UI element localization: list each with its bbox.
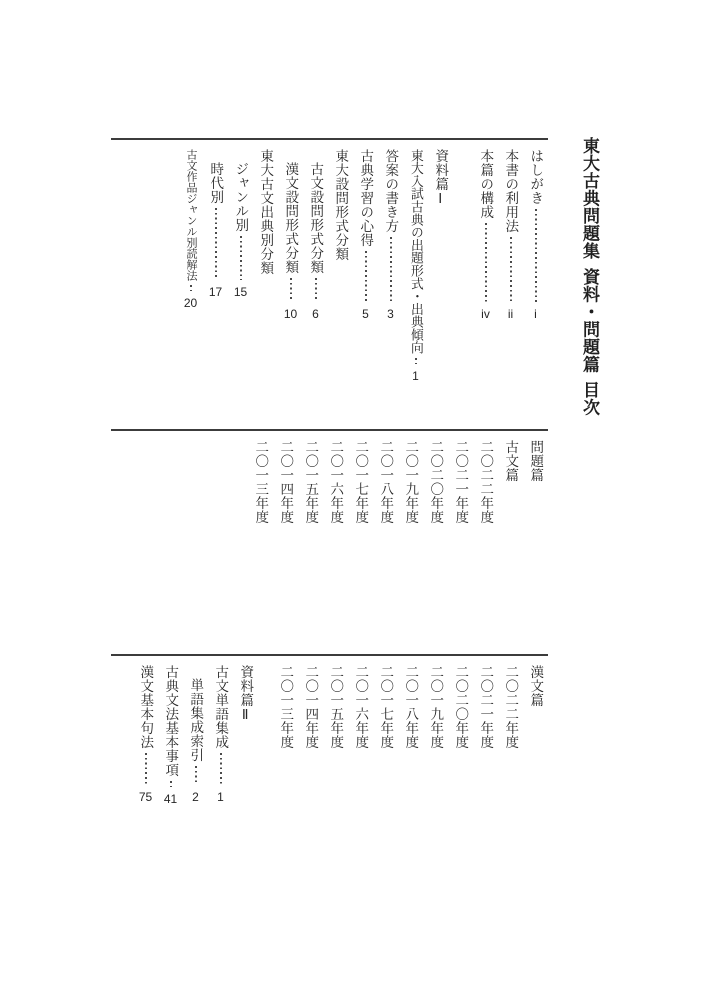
toc-year-label: 二〇二二年度 xyxy=(478,440,494,524)
toc-heading-label: 東大古文出典別分類 xyxy=(258,149,274,275)
page-number: 20 xyxy=(183,296,198,310)
page-number: i xyxy=(534,307,537,321)
page-number: 2 xyxy=(192,790,199,804)
toc-entry-kanbun-year-2020 xyxy=(448,665,473,803)
toc-entry-label: 本書の利用法 xyxy=(503,149,519,233)
toc-year-label: 二〇一八年度 xyxy=(403,665,419,749)
dotted-leader xyxy=(390,237,392,302)
toc-heading-kanbunhen xyxy=(523,665,548,803)
dotted-leader xyxy=(535,209,537,302)
toc-entry-hashigaki xyxy=(523,149,548,320)
dotted-leader xyxy=(215,208,217,280)
toc-year-label: 二〇一三年度 xyxy=(278,665,294,749)
toc-heading-mondaihen xyxy=(523,440,548,524)
toc-entry-label: 答案の書き方 xyxy=(383,149,399,233)
book-title-toc-label: 目次 xyxy=(580,380,599,416)
dotted-leader xyxy=(315,278,317,302)
toc-heading-label: 古文篇 xyxy=(503,440,519,482)
toc-entry-kobun-tango-shusei xyxy=(208,665,233,803)
toc-entry-kobun-year-2017 xyxy=(348,440,373,524)
toc-year-label: 二〇二一年度 xyxy=(453,440,469,524)
page-number: 17 xyxy=(208,285,223,299)
toc-heading-label: 問題篇 xyxy=(528,440,544,482)
toc-entry-label: はしがき xyxy=(528,149,544,205)
dotted-leader xyxy=(485,223,487,302)
toc-year-label: 二〇一九年度 xyxy=(428,665,444,749)
dotted-leader xyxy=(170,781,172,787)
toc-entry-label: 漢文基本句法 xyxy=(138,665,154,749)
toc-entry-kobun-year-2021 xyxy=(448,440,473,524)
toc-year-label: 二〇二〇年度 xyxy=(428,440,444,524)
toc-heading-todai-setsumon-bunrui xyxy=(328,149,353,374)
page-number: 1 xyxy=(412,368,419,383)
toc-year-label: 二〇二〇年度 xyxy=(453,665,469,749)
page-number: 5 xyxy=(362,307,369,321)
toc-entry-kobun-year-2013 xyxy=(248,440,273,524)
toc-heading-todai-kobun-shutten-bunrui xyxy=(253,149,278,374)
toc-entry-honpen-kosei xyxy=(473,149,498,320)
toc-entry-kanbun-year-2017 xyxy=(373,665,398,803)
toc-heading-label: 資料篇Ⅰ xyxy=(433,149,449,208)
page-number: 15 xyxy=(233,285,248,299)
toc-heading-shiryohen-1 xyxy=(428,149,453,374)
page-number: 3 xyxy=(387,307,394,321)
section-mondaihen-kobun xyxy=(111,429,548,524)
dotted-leader xyxy=(220,753,222,785)
page-number: 6 xyxy=(312,307,319,321)
toc-entry-kanbun-year-2013 xyxy=(273,665,298,803)
toc-entry-kanbun-year-2019 xyxy=(423,665,448,803)
dotted-leader xyxy=(415,358,417,364)
toc-year-label: 二〇一三年度 xyxy=(253,440,269,524)
toc-entry-label: 時代別 xyxy=(208,162,224,204)
toc-entry-label: 漢文設問形式分類 xyxy=(283,162,299,274)
toc-entry-kanbun-year-2022 xyxy=(498,665,523,803)
toc-entry-shutsudai-keishiki-keiko xyxy=(403,149,428,383)
toc-entry-kobun-year-2020 xyxy=(423,440,448,524)
toc-entry-label: 古典学習の心得 xyxy=(358,149,374,247)
toc-entry-kobun-setsumon-bunrui xyxy=(303,149,328,320)
toc-entry-jidai-betsu xyxy=(203,149,228,298)
dotted-leader xyxy=(290,278,292,302)
page-number: ii xyxy=(507,307,514,321)
dotted-leader xyxy=(195,766,197,785)
book-title xyxy=(581,137,598,416)
toc-heading-label: 東大設問形式分類 xyxy=(333,149,349,261)
toc-entry-kanbun-year-2014 xyxy=(298,665,323,803)
section-front-matter xyxy=(111,138,548,383)
page-number: 41 xyxy=(163,792,178,806)
toc-entry-kanbun-year-2015 xyxy=(323,665,348,803)
toc-heading-kobunhen xyxy=(498,440,523,524)
toc-year-label: 二〇二二年度 xyxy=(503,665,519,749)
dotted-leader xyxy=(190,285,192,291)
toc-entry-koten-gakushu-kokoroe xyxy=(353,149,378,320)
toc-year-label: 二〇一四年度 xyxy=(278,440,294,524)
toc-entry-kobun-year-2014 xyxy=(273,440,298,524)
toc-entry-genre-betsu xyxy=(228,149,253,298)
toc-entry-kobun-year-2022 xyxy=(473,440,498,524)
toc-entry-tango-shusei-sakuin xyxy=(183,665,208,803)
toc-entry-koten-bunpo-kihon-jiko xyxy=(158,665,183,806)
toc-entry-kanbun-year-2016 xyxy=(348,665,373,803)
book-title-series: 東大古典問題集 xyxy=(580,137,599,260)
toc-entry-kobun-year-2016 xyxy=(323,440,348,524)
toc-entry-kobun-sakuhin-dokkaiho xyxy=(178,149,203,310)
toc-entry-toan-kakikata xyxy=(378,149,403,320)
toc-year-label: 二〇一六年度 xyxy=(328,440,344,524)
toc-year-label: 二〇一六年度 xyxy=(353,665,369,749)
toc-entry-kanbun-setsumon-bunrui xyxy=(278,149,303,320)
dotted-leader xyxy=(510,237,512,302)
toc-entry-label: 本篇の構成 xyxy=(478,149,494,219)
dotted-leader xyxy=(145,753,147,785)
toc-heading-label: 資料篇Ⅱ xyxy=(238,665,254,724)
toc-year-label: 二〇一八年度 xyxy=(378,440,394,524)
page-number: 75 xyxy=(138,790,153,804)
toc-year-label: 二〇一五年度 xyxy=(303,440,319,524)
page-number: 10 xyxy=(283,307,298,321)
page-number: iv xyxy=(481,307,490,321)
toc-heading-label: 漢文篇 xyxy=(528,665,544,707)
toc-entry-kobun-year-2015 xyxy=(298,440,323,524)
toc-entry-kanbun-year-2018 xyxy=(398,665,423,803)
toc-year-label: 二〇一四年度 xyxy=(303,665,319,749)
toc-heading-shiryohen-2 xyxy=(233,665,258,803)
toc-entry-label: 古文単語集成 xyxy=(213,665,229,749)
toc-entry-label: 東大入試古典の出題形式・出典傾向 xyxy=(408,149,424,354)
toc-entry-label: 古文作品ジャンル別読解法 xyxy=(185,149,197,281)
toc-entry-kanbun-year-2021 xyxy=(473,665,498,803)
toc-entry-honsho-riyoho xyxy=(498,149,523,320)
toc-entry-label: 古典文法基本事項 xyxy=(163,665,179,777)
toc-entry-kobun-year-2019 xyxy=(398,440,423,524)
toc-year-label: 二〇一五年度 xyxy=(328,665,344,749)
book-title-volume: 資料・問題篇 xyxy=(580,267,599,373)
toc-entry-kobun-year-2018 xyxy=(373,440,398,524)
toc-entry-label: ジャンル別 xyxy=(233,162,249,232)
toc-year-label: 二〇一九年度 xyxy=(403,440,419,524)
toc-entry-label: 単語集成索引 xyxy=(188,678,204,762)
toc-year-label: 二〇二一年度 xyxy=(478,665,494,749)
dotted-leader xyxy=(365,251,367,302)
dotted-leader xyxy=(240,236,242,280)
section-kanbun-shiryo2 xyxy=(111,654,548,806)
page-number: 1 xyxy=(217,790,224,804)
toc-year-label: 二〇一七年度 xyxy=(378,665,394,749)
toc-entry-label: 古文設問形式分類 xyxy=(308,162,324,274)
toc-year-label: 二〇一七年度 xyxy=(353,440,369,524)
toc-entry-kanbun-kihon-kuho xyxy=(133,665,158,803)
